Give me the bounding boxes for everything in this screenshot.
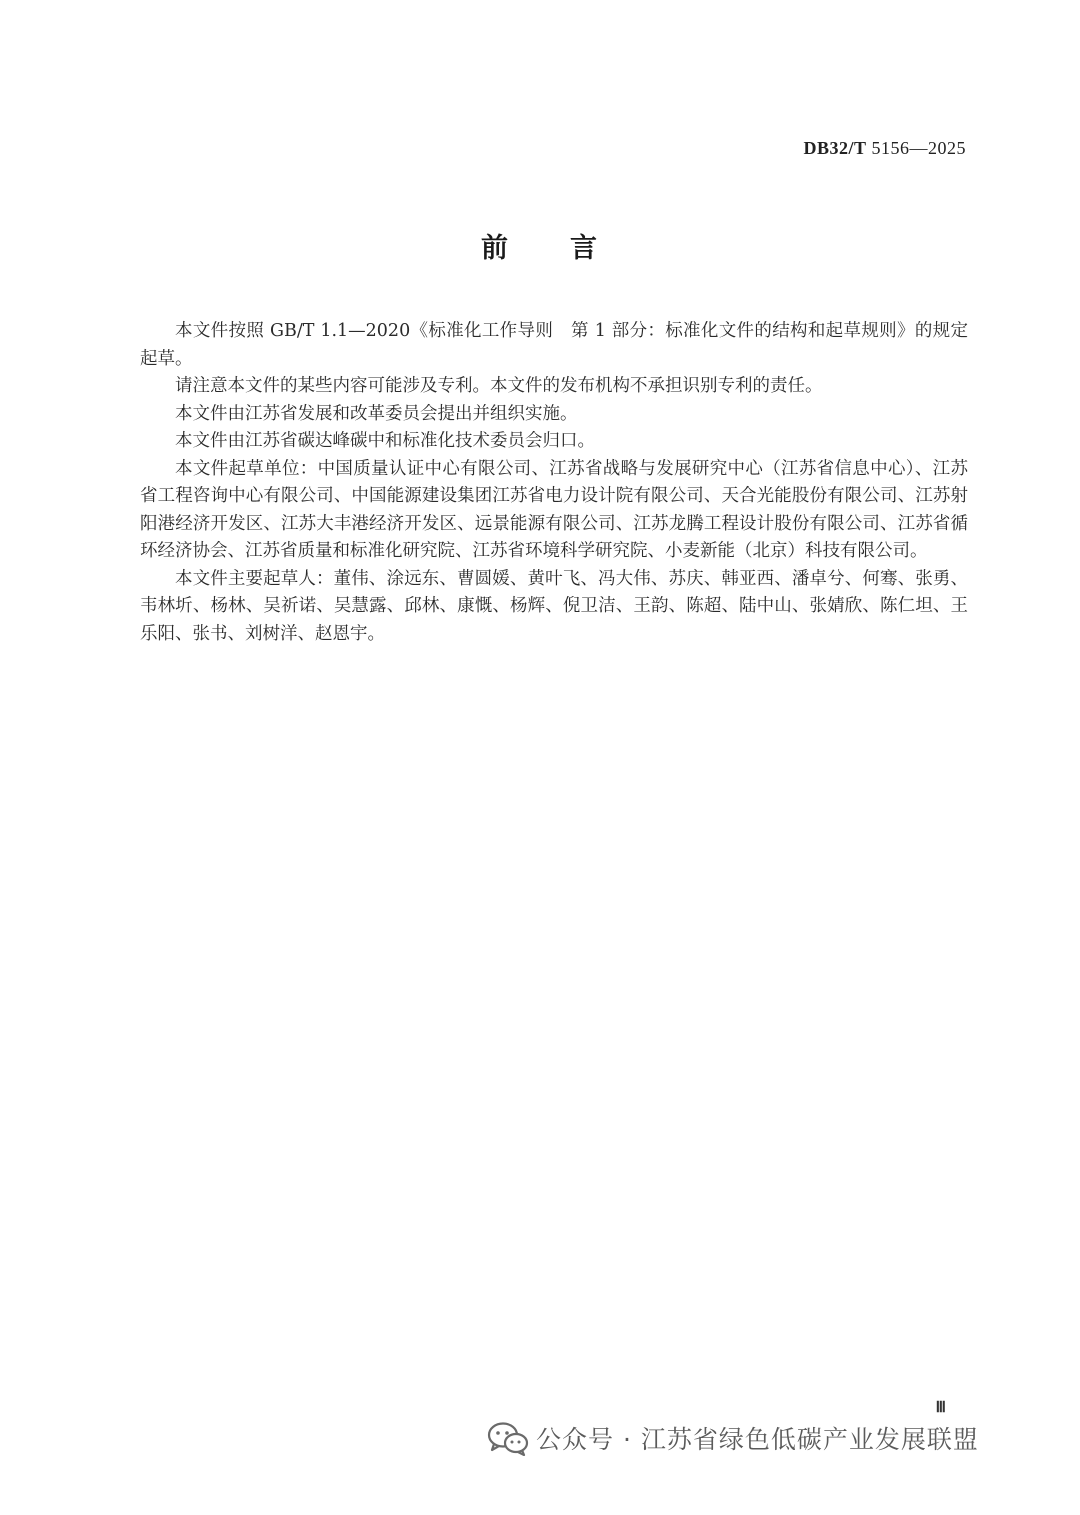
- standard-code: [803, 138, 966, 159]
- title-char-2: 言: [570, 233, 599, 264]
- watermark-footer: [486, 1418, 979, 1458]
- page-title: [0, 226, 1080, 265]
- title-char-1: 前: [481, 233, 510, 264]
- paragraph-patent-notice: 请注意本文件的某些内容可能涉及专利。本文件的发布机构不承担识别专利的责任。: [175, 376, 823, 396]
- paragraph-proposer: 本文件由江苏省发展和改革委员会提出并组织实施。: [175, 403, 578, 424]
- wechat-icon: [486, 1420, 530, 1456]
- page-number: Ⅲ: [935, 1400, 946, 1416]
- paragraph-drafters: 本文件主要起草人：董伟、涂远东、曹圆媛、黄叶飞、冯大伟、苏庆、韩亚西、潘卓兮、何骞、张勇、韦林圻、杨林、吴祈诺、吴慧露、邱林、康慨、杨辉、倪卫洁、王韵、陈超、陆中山、张婧欣、陈仁坦、王乐阳、张书、刘树洋、赵恩宇。: [140, 568, 968, 644]
- foreword-body: [140, 318, 968, 648]
- paragraph-drafting-units: 本文件起草单位：中国质量认证中心有限公司、江苏省战略与发展研究中心（江苏省信息中心）、江苏省工程咨询中心有限公司、中国能源建设集团江苏省电力设计院有限公司、天合光能股份有限公司、江苏射阳港经济开发区、江苏大丰港经济开发区、远景能源有限公司、江苏龙腾工程设计股份有限公司、江苏省循环经济协会、江苏省质量和标准化研究院、江苏省环境科学研究院、小麦新能（北京）科技有限公司。: [140, 458, 968, 561]
- footer-text: 公众号 · 江苏省绿色低碳产业发展联盟: [536, 1425, 979, 1454]
- paragraph-committee: 本文件由江苏省碳达峰碳中和标准化技术委员会归口。: [175, 431, 595, 451]
- standard-code-prefix: DB32/T: [803, 138, 867, 158]
- paragraph-drafting-rule: 本文件按照 GB/T 1.1—2020《标准化工作导则 第 1 部分：标准化文件的结构和起草规则》的规定起草。: [140, 321, 968, 369]
- standard-code-number: 5156—2025: [871, 138, 966, 158]
